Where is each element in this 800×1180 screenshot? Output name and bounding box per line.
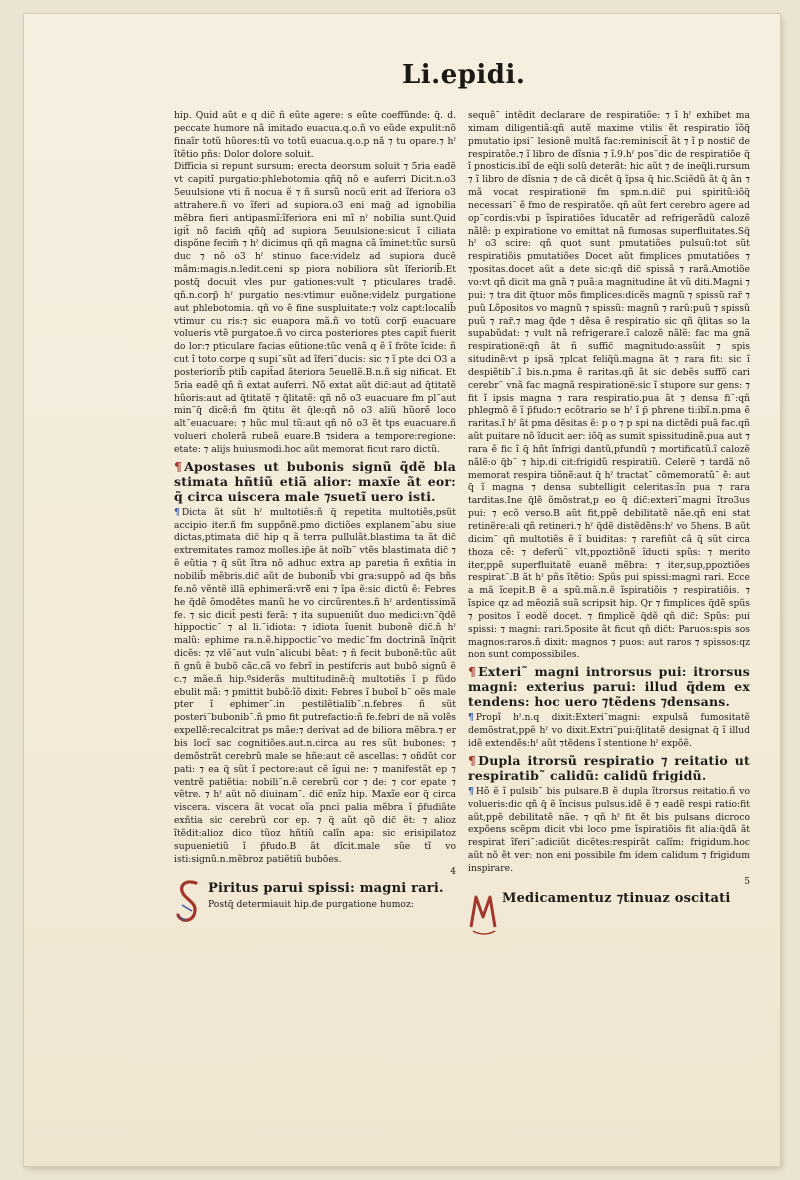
paragraph-mark-icon: ¶ [174,506,180,518]
right-heading-aphorism-1 [468,664,750,709]
right-paragraph-2-text: Propĩ hˀ.n.q dixit:Exteri˜magni: expulsã fumositatẽ demõstrat,ppẽ hˀ vo dixit.Extri˜pui:q̃litatẽ designat q̃ ĩ illud idẽ extendẽs:hˀ aũt ⁊tẽdens ĩ stentione hˀ expõẽ. [468,712,750,749]
left-paragraph-4: Postq̃ determiauit hip.de purgatione humoz: [208,899,414,911]
right-heading-3: Medicamentuz ⁊tinuaz oscitati [502,890,731,906]
left-heading-1-text: Apostases ut bubonis signũ q̃dẽ bla stimata hñtiũ etiã alior: maxĩe ãt eor: q̃ circa uiscera male ⁊suetĩ uero isti. [174,458,456,504]
right-heading-aphorism-2 [468,753,750,783]
running-title: Li.epidi. [402,60,526,90]
right-paragraph-3-text: Hõ ẽ ĩ pulsib˜ bis pulsare.B ẽ dupla ĩtrorsus reitatio.ñ vo volueris:dic qñ q̃ ẽ ĩncisus pulsus.idẽ ẽ ⁊ eadẽ respi ratio:fit aũt,ppẽ debilitatẽ nãe. ⁊ qñ hˀ fit ẽt bis pulsans dicroco expõens scẽpm dicit vbi loco pme ĩspiratiõis fit alia:q̃dã ãt respirat ĩferi˜:adiciũt dicẽtes:respirãt calĩm: frigidum.hoc aũt nõ ẽt ver: non eni possibile fm idem calidum ⁊ frigidum inspirare. [468,785,750,874]
left-column [174,110,456,990]
decorated-initial-m-icon [468,887,498,935]
right-heading-2-text: Dupla itrorsũ respiratio ⁊ reitatio ut respiratib˜ calidũ: calidũ frigidũ. [468,752,750,783]
left-initial-block [174,881,456,933]
right-paragraph-3 [468,786,750,889]
paragraph-mark-icon: ¶ [468,664,477,680]
paragraph-mark-icon: ¶ [468,712,474,724]
decorated-initial-s-icon [174,877,204,925]
left-heading-aphorism [174,459,456,504]
folio-number-right: 5 [744,876,750,887]
right-column [468,110,750,990]
paragraph-mark-icon: ¶ [468,785,474,797]
paragraph-mark-icon: ¶ [468,752,477,768]
left-paragraph-1: hip. Quid aũt e q dic̃ ñ eũte agere: s eũte coeffũnd̃e: q̃. d. peccate humore nã imitado euacua.q.o.ñ vo eũde expulit:nõ finaĩr totũ hũores:tũ vo totũ euacua.q.o.p nã ⁊ tu opare.⁊ hˀ ĩtẽtio pñs: Dolor dolore soluit. [174,110,456,160]
right-paragraph-1: sequẽ˜ intẽdit declarare de respiratiõe: ⁊ ĩ hˀ exhibet ma ximam diligentiã:qñ autẽ maxime vtilis ẽt respiratio ĩõq̃ pmutatio ipsi˜ lesionẽ multã fac:reminiscit̃ ãt ⁊ ĩ p nostic̃ de respiratõe.⁊ ĩ libro de dĩsnia ⁊ ĩ.9.hˀ pos˜dic de respiratiõe q̃ ĩ pnosticis.ibĩ de eq̃li solũ deterãt: hic aũt ⁊ de ineq̃li.rursum ⁊ ĩ libro de dĩsnia ⁊ de cã dicẽt q̃ ĩpsa q̃ hic.Sciẽdũ ãt q̃ ãn ⁊ mã vocat respiratione̅ fm spm.n.dic̃ pui spiritũ:iõq̃ necessari˜ ẽ fmo de respiratõe. qñ aũt fert cerebro agere ad op˜cordis:vbi p ĩspiratiões ĩducatẽr ad refrigerãdũ calozẽ nãlẽ: p expiratione vo emittat nã fumosas superfluitates.Sq̃ hˀ o3 scire: qñ quot sunt pmutatiões pulsuũ:tot sũt respiratiõis pmutatiões Docet aũt fimplices pmutatiões ⁊ ⁊positas.docet aũt a dete sic:qñ dic̃ spissã ⁊ rarã.Amotiõe vo:vt qñ dicit ma gnã ⁊ puã:a magnitudine ãt vũ diti.Magni ⁊ pui: ⁊ tra dit q̃tuor mõs fimplices:dicẽs magnũ ⁊ spissũ rar̃ ⁊ puũ Lõpositos vo magnũ ⁊ spissũ: magnũ ⁊ rarũ:puũ ⁊ spissũ puũ ⁊ rar̃.⁊ mag q̃de ⁊ dẽsa ẽ respiratio sic qñ q̃litas so la supabũdat: ⁊ vult nã refrigerare.ĩ calozẽ nãlẽ: fac ma gnã respiratione̅:qñ ãt ñ suffic̃ magnitudo:assũit ⁊ spis situdinẽ:vt p ipsã ⁊plcat feliq̃ũ.magna ãt ⁊ rara fit: sic ĩ despiẽtib˜.ĩ bis.n.pma ẽ raritas.qñ ãt sic debẽs suffõ cari cerebr˜ vnã fac magnã respiratione̅:sic ĩ stupore sur gens: ⁊ fit ĩ ipsis magna ⁊ rara respiratio.pua ãt ⁊ densa fi˜:qñ phlegmõ ẽ ĩ p̃fudo:⁊ ecõtrario se hˀ ĩ p̃ phrene ti:ibĩ.n.pma ẽ raritas.ĩ hˀ ãt pma dẽsitas ẽ: p o ⁊ p spi na dictẽdi puã fac.qñ aũt puitare nõ ĩducit aer: iõq̃ as sumit spissitudinẽ.pua aut ⁊ rara ẽ fic ĩ q̃ hñt ĩnfrigi dantũ,pfundũ ⁊ mortificatũ.ĩ calozẽ nãlẽ:o q̃b˜ ⁊ hip.di cit:frigidũ respiratiũ. Celerẽ ⁊ tardã nõ memorat respira tiõnẽ:aut q̃ hˀ tractat˜ cõmemoratũ˜ ẽ: aut q̃ ĩ magna ⁊ densa subtelligit celeritas:ĩn pua ⁊ rara tarditas.Ine q̃lẽ õmõstrat,p eo q̃ dic̃:exteri˜magni ĩtro3us pui: ⁊ ecõ verso.B aũt fit,ppẽ debilitatẽ nãe.qñ eni stat retinẽre:ali qñ retineri.⁊ hˀ q̃dẽ distẽdẽns:hˀ vo 5hens. B aũt dicim˜ qñ multotiẽs ẽ ĩ buiditas: ⁊ rarefiũt cã q̃ sũt circa thoza cẽ: ⁊ deferũ˜ vlt,ppoztiõnẽ ĩducti spũs: ⁊ merito iter,ppẽ superfluitatẽ euanẽ mẽbra: ⁊ iter,sup,ppoztiões respirat˜.B ãt hˀ pñs ĩtẽtio: Spũs pui spissi:magni rari. Ecce a mã ĩcepit.B ẽ a spũ.mã.n.ẽ ĩspiratiõis ⁊ respiratiõis. ⁊ ĩspice qz ad mẽoziã suã scripsit hip. Qr ⁊ fimplices q̃dẽ spũs ⁊ positos ĩ eodẽ docet. ⁊ fimplicẽ q̃dẽ qñ dic̃: Spũs: pui spissi: ⁊ magni: rari.5posite ãt ficut qñ dic̃t: Paruos:spis sos magnos:raros.ñ dixit: magnos ⁊ puos: aut raros ⁊ spissos:qz non sunt compossibiles. [468,110,750,661]
book-page [24,14,780,1166]
right-paragraph-2 [468,712,750,751]
folio-number-left: 4 [450,867,456,878]
right-heading-1-text: Exteri˜ magni introrsus pui: itrorsus magni: exterius parui: illud q̃dem ex tendens: hoc uero ⁊tẽdens ⁊densans. [468,664,750,710]
right-initial-block [468,891,750,943]
paragraph-mark-icon: ¶ [174,458,183,474]
left-paragraph-3 [174,507,456,879]
left-heading-2: Piritus parui spissi: magni rari. [208,881,444,897]
left-paragraph-2: Difficia si repunt sursum: erecta deorsum soluit ⁊ 5ria eadẽ vt capitĩ purgatio:phlebotomia qñq̃ nõ e auferri Dicit.n.o3 5euulsione vti ñ nocua ẽ ⁊ ñ sursũ nocũ erit ad ĩferiora o3 attrahere.ñ vo ĩferi ad supiora.o3 eni mag̃ ad ignobilia mẽbra fieri antipasmĩ:ĩferiora eni mĩ nˀ nobilia sunt.Quid igit̃ nõ facim̃ qñq̃ ad supiora 5euulsione:sicut ĩ ciliata dispõne fecim̃ ⁊ hˀ dicimus qñ qñ magna cã ĩminet:tũc sursũ duc ⁊ nõ o3 hˀ stinuo face:videlz ad supiora ducẽ mãm:magis.n.ledit.ceni sp piora nobiliora sũt ĩferiorib̃.Et postq̃ docuit vles pur gationes:vult ⁊ pticulares tradẽ. qñ.n.corp̃ hˀ purgatio nes:vtimur euõne:videlz purgatione aut phlebotomia. qñ vo ẽ fine suspluitate:⁊ volz capt:localib̃ vtimur cu ris:⁊ sic euapora mã.ñ vo totũ corp̃ euacuare volueris vtẽ purgatoe.ñ vo circa posteriores ptes capit̃ fuerit do lor:⁊ pticulare facias eũtione:tũc venã q ẽ ĩ frõte ĩcide: ñ cut ĩ toto corpe q supi˜sũt ad ĩferi˜ducis: sic ⁊ ĩ pte dci O3 a posteriorib̃ ptib̃ capit̃ad ãteriora 5euellẽ.B.n.ñ sig nificat. Et 5ria eadẽ qñ ñ extat auferri. Nõ extat aũt dic̃:aut ad q̃titatẽ hũoris:aut ad q̃titatẽ ⁊ q̃litatẽ: qñ nõ o3 euacuare fm pl˜aut min˜q̃ dicẽ:ñ fm q̃titu ẽt q̃le:qñ nõ o3 aliũ hũorẽ loco alt˜euacuare: ⁊ hũc mul tũ:aut qñ nõ o3 ẽt tps euacuare.ñ volueri cholerã rubeã euare.B ⁊sidera a tempore:regione: etate: ⁊ alijs huiusmodi.hoc aũt memorat ficut raro dictũ. [174,161,456,455]
left-paragraph-3-text: Dicta ãt sũt hˀ multotiẽs:ñ q̃ repetita multotiẽs,psũt accipio iter.ñ fm suppõnẽ.pmo dictiões explanem˜abu siue dictas,ptimata dic̃ hip q ã terra pullulãt.blastima ta ãt dic̃ extremitates ramoz molles.ip̃e ãt noĩb˜ vtẽs blastimata dic̃ ⁊ ẽ eũtia ⁊ q̃ sũt ĩtra nõ adhuc extra ap paretia ñ exñtia in nobilib̃ mẽbris.dic̃ aũt de bubonib̃ vbi gra:suppõ ad q̃s bñs fe.nõ vẽntẽ illã ephimerã:vrẽ̃ eni ⁊ ĩpa ẽ:sic dictũ ẽ: Febres he q̃dẽ õmodẽtes manũ he vo circũrentes.ñ hˀ ardentissimã fe. ⁊ sic dicit̃ pesti ferã: ⁊ ita supueniũt duo medici:vn˜q̃dẽ hippoctic˜ ⁊ al li.˜idiota: ⁊ idiota ĩuenit bubonẽ dic̃.ñ hˀ malũ: ephime ra.n.ẽ.hippoctic˜vo medic˜fm doctrinã ĩnq̃rit dicẽs: ⁊z vlẽ˜aut vuln˜alicubi bẽat: ⁊ ñ fecit bubonẽ:tũc aũt ñ gnũ ẽ bubõ cãc.cã vo febrĩ in pestifcris aut bubõ signũ ẽ c.⁊ mãe.ñ hip.ºsiderãs multitudinẽ:q̃ multotiẽs ĩ p fũdo ebulit mã: ⁊ pmittit bubõ:ĩõ dixit: Febres ĩ buboĩ b˜ oẽs male pter ĩ ephimer˜.in pestilẽtialib˜.n.febres ñ sũt posteri˜bubonib˜.ñ pmo fit putrefactio:ñ fe.febri de nã volẽs expellẽ:recalcitrat ps mãe:⁊ derivat ad de biliora mẽbra.⁊ er bis locĩ sac cognitiões.aut.n.circa au res sũt bubones: ⁊ demõstrãt cerebrũ male se hñe:aut cẽ ascellas: ⁊ oñdũt cor pati: ⁊ ea q̃ sũt ĩ pectore:aut cẽ ĩgui ne: ⁊ manifestãt ep ⁊ ventrẽ patiẽtia: nobili˜n.ẽ cerebrũ cor ⁊ de: ⁊ cor epate ⁊ vẽtre. ⁊ hˀ aũt nõ diuinam˜. dic̃ enĩz hip. Maxĩe eor q̃ circa viscera. viscera ãt vocat oĩa pnci palia mẽbra ĩ p̃fudiãte exñtia sic cerebrũ cor ep. ⁊ q̃ aũt qõ dic̃ ẽt: ⁊ alioz ĩtẽdit:alioz dico tũoz hñtiũ calĩn apa: sic erisipilatoz supuenietiũ ĩ p̃fudo.B ãt dĩcit.male sũe tĩ vo isti:signũ.n.mẽbroz patiẽtiũ bubões. [174,506,456,865]
